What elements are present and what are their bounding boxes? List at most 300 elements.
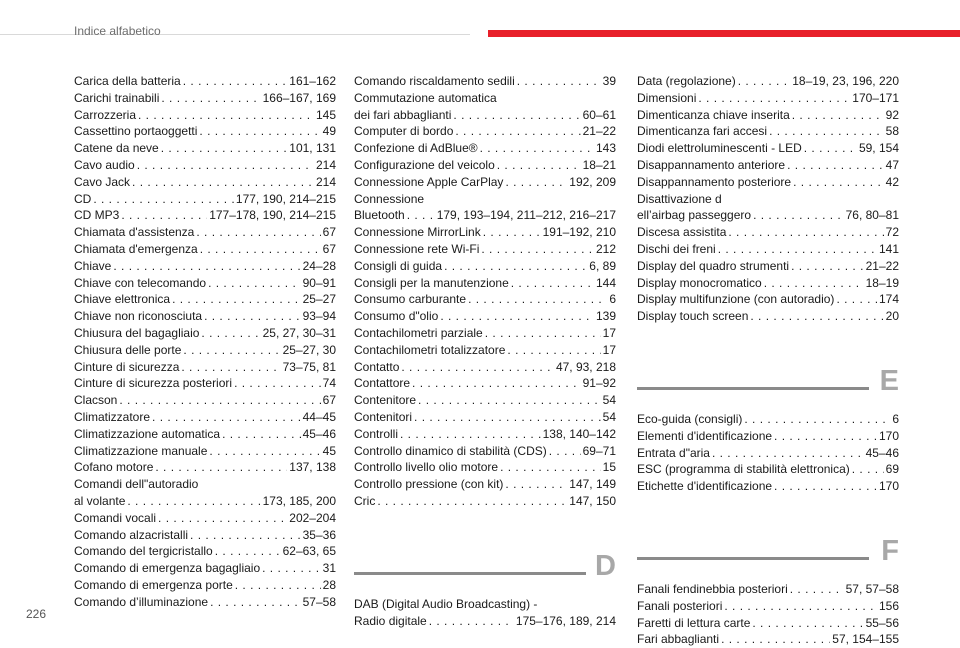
index-entry-row — [74, 241, 336, 258]
index-entry-row — [74, 375, 336, 392]
dot-leader — [507, 342, 600, 359]
page-reference: 57–58 — [302, 594, 336, 609]
dot-leader — [132, 174, 314, 191]
index-entry-row — [637, 123, 899, 140]
page-reference: 18–19, 23, 196, 220 — [792, 74, 899, 88]
index-entry-row — [354, 308, 616, 325]
index-entry — [74, 123, 336, 140]
page-reference: 177, 190, 214–215 — [235, 191, 336, 206]
index-term: Controllo pressione (con kit) — [354, 477, 504, 492]
index-term: Contenitore — [354, 393, 417, 408]
index-term: Bluetooth — [354, 208, 405, 223]
page-reference: 54 — [602, 409, 616, 424]
dot-leader — [161, 140, 288, 157]
dot-leader — [222, 426, 301, 443]
dot-leader — [497, 157, 581, 174]
index-term: Chiamata d'assistenza — [74, 225, 195, 240]
index-entry-row — [354, 426, 616, 443]
index-entry — [354, 275, 616, 292]
index-entry-row — [354, 476, 616, 493]
index-term: Comando di emergenza bagagliaio — [74, 561, 261, 576]
dot-leader — [155, 459, 287, 476]
page-reference: 25, 27, 30–31 — [262, 325, 336, 340]
index-entry-row — [74, 157, 336, 174]
page-reference: 60–61 — [582, 107, 616, 122]
dot-leader — [152, 409, 301, 426]
dot-leader — [769, 123, 884, 140]
index-entry — [637, 191, 899, 225]
index-term: Fari abbaglianti — [637, 632, 720, 647]
index-term: Contenitori — [354, 409, 413, 424]
page-reference: 55–56 — [865, 615, 899, 630]
index-term: Dimensioni — [637, 90, 697, 105]
index-term: Chiave elettronica — [74, 292, 171, 307]
index-term: Cinture di sicurezza posteriori — [74, 376, 233, 391]
index-entry — [74, 342, 336, 359]
index-entry-row — [74, 543, 336, 560]
page-reference: 170–171 — [852, 90, 899, 105]
page-reference: 67 — [322, 393, 336, 408]
index-entry-row — [74, 594, 336, 611]
index-term: Climatizzatore — [74, 409, 151, 424]
index-entry — [74, 207, 336, 224]
index-term: Elementi d'identificazione — [637, 428, 773, 443]
index-term: CD — [74, 191, 92, 206]
index-entry-row — [354, 224, 616, 241]
index-term: Comando riscaldamento sedili — [354, 74, 515, 88]
dot-leader — [138, 107, 314, 124]
index-entry — [354, 459, 616, 476]
index-entry-row — [354, 392, 616, 409]
index-column-2 — [354, 73, 616, 629]
dot-leader — [158, 510, 287, 527]
index-entry — [637, 90, 899, 107]
index-entry — [74, 543, 336, 560]
page-number: 226 — [26, 607, 47, 621]
index-entry-row — [354, 443, 616, 460]
page-reference: 62–63, 65 — [282, 544, 336, 559]
index-entry — [74, 73, 336, 90]
index-entry-row — [354, 342, 616, 359]
index-entry — [637, 157, 899, 174]
index-entry-term-line: Comandi dell"autoradio — [74, 477, 199, 492]
page-reference: 15 — [602, 460, 616, 475]
index-entry-row — [354, 174, 616, 191]
index-entry-row — [354, 375, 616, 392]
index-term: Confezione di AdBlue® — [354, 141, 478, 156]
page-reference: 179, 193–194, 211–212, 216–217 — [436, 208, 616, 223]
dot-leader — [234, 375, 321, 392]
index-entry-row — [74, 291, 336, 308]
index-entry — [354, 392, 616, 409]
index-term: Display monocromatico — [637, 275, 762, 290]
index-entry-row — [637, 157, 899, 174]
index-term: Fanali fendinebbia posteriori — [637, 581, 788, 596]
dot-leader — [738, 73, 791, 90]
index-entry-term-line: Disattivazione d — [637, 191, 722, 206]
page-reference: 47, 93, 218 — [555, 359, 616, 374]
dot-leader — [215, 543, 281, 560]
index-entry — [354, 90, 616, 124]
index-entry-row — [74, 359, 336, 376]
dot-leader — [774, 478, 877, 495]
index-entry-row — [74, 493, 336, 510]
index-entry-row — [354, 291, 616, 308]
dot-leader — [483, 224, 541, 241]
page-reference: 42 — [885, 174, 899, 189]
page-reference: 191–192, 210 — [542, 225, 616, 240]
index-entry — [74, 392, 336, 409]
index-term: Faretti di lettura carte — [637, 615, 751, 630]
page-reference: 17 — [602, 325, 616, 340]
section-header-f — [637, 523, 899, 573]
index-entry-row — [354, 157, 616, 174]
index-entry — [637, 140, 899, 157]
dot-leader — [792, 107, 884, 124]
index-term: Carrozzeria — [74, 107, 137, 122]
page-reference: 20 — [885, 309, 899, 324]
index-entry-row — [637, 174, 899, 191]
section-rule — [637, 387, 869, 390]
index-entry — [637, 308, 899, 325]
index-entry-term-line: Commutazione automatica — [354, 90, 497, 105]
dot-leader — [774, 428, 877, 445]
index-term: Radio digitale — [354, 613, 427, 628]
index-entry-row — [637, 598, 899, 615]
index-entry-row — [354, 123, 616, 140]
index-term: Chiusura del bagagliaio — [74, 325, 200, 340]
index-entry-row — [637, 615, 899, 632]
page-reference: 21–22 — [582, 124, 616, 139]
page-reference: 24–28 — [302, 258, 336, 273]
index-entry-row — [354, 409, 616, 426]
page-reference: 59, 154 — [858, 141, 899, 156]
page-header-title: Indice alfabetico — [74, 24, 161, 38]
page-reference: 147, 149 — [569, 477, 616, 492]
index-entry — [354, 596, 616, 630]
index-column-1 — [74, 73, 336, 611]
page-reference: 90–91 — [302, 275, 336, 290]
page-reference: 156 — [878, 598, 899, 613]
index-entry — [637, 241, 899, 258]
index-entry-row — [74, 275, 336, 292]
index-entry — [74, 258, 336, 275]
index-term: ell’airbag passeggero — [637, 208, 752, 223]
index-entry-row — [74, 510, 336, 527]
dot-leader — [429, 613, 514, 630]
index-term: Consigli per la manutenzione — [354, 275, 509, 290]
index-entry — [354, 359, 616, 376]
index-term: Cinture di sicurezza — [74, 359, 180, 374]
section-rule — [354, 572, 586, 575]
page-reference: 214 — [315, 157, 336, 172]
page-reference: 25–27 — [302, 292, 336, 307]
page-reference: 25–27, 30 — [282, 342, 336, 357]
index-entry-row — [637, 107, 899, 124]
index-term: Comandi vocali — [74, 510, 157, 525]
index-entry-row — [74, 174, 336, 191]
index-entry — [74, 476, 336, 510]
index-term: Controllo dinamico di stabilità (CDS) — [354, 443, 547, 458]
index-entry — [74, 577, 336, 594]
index-entry-row — [354, 241, 616, 258]
index-entry — [74, 443, 336, 460]
index-term: al volante — [74, 493, 126, 508]
page-reference: 147, 150 — [569, 493, 616, 508]
dot-leader — [93, 191, 234, 208]
page-reference: 45–46 — [865, 445, 899, 460]
dot-leader — [718, 241, 877, 258]
dot-leader — [204, 308, 301, 325]
index-entry — [637, 275, 899, 292]
index-entry-row — [354, 140, 616, 157]
page-reference: 45–46 — [302, 426, 336, 441]
index-entry-row — [74, 342, 336, 359]
index-term: Comando d’illuminazione — [74, 594, 209, 609]
index-term: Diodi elettroluminescenti - LED — [637, 141, 802, 156]
page-reference: 214 — [315, 174, 336, 189]
index-entry-row — [74, 527, 336, 544]
page-reference: 138, 140–142 — [542, 426, 616, 441]
dot-leader — [764, 275, 864, 292]
dot-leader — [127, 493, 260, 510]
index-term: dei fari abbaglianti — [354, 107, 452, 122]
dot-leader — [468, 291, 607, 308]
index-entry — [354, 308, 616, 325]
index-entry-row — [637, 478, 899, 495]
index-entry — [74, 291, 336, 308]
dot-leader — [549, 443, 581, 460]
index-term: Controlli — [354, 426, 399, 441]
dot-leader — [183, 73, 288, 90]
index-entry — [637, 428, 899, 445]
dot-leader — [481, 241, 594, 258]
index-term: Carica della batteria — [74, 74, 181, 88]
index-entry-row — [637, 291, 899, 308]
index-entry-term-line: Connessione — [354, 191, 425, 206]
page-reference: 58 — [885, 124, 899, 139]
index-term: Computer di bordo — [354, 124, 454, 139]
header-rule — [0, 34, 470, 35]
index-entry-row — [637, 207, 899, 224]
dot-leader — [119, 392, 320, 409]
dot-leader — [414, 409, 601, 426]
page-reference: 67 — [322, 241, 336, 256]
page-reference: 170 — [878, 479, 899, 494]
index-term: Discesa assistita — [637, 225, 727, 240]
page-reference: 177–178, 190, 214–215 — [209, 208, 336, 223]
index-term: Disappannamento anteriore — [637, 157, 786, 172]
index-term: Dimenticanza fari accesi — [637, 124, 768, 139]
page-reference: 161–162 — [289, 74, 336, 88]
index-term: Cassettino portaoggetti — [74, 124, 198, 139]
page-reference: 92 — [885, 107, 899, 122]
page-reference: 91–92 — [582, 376, 616, 391]
index-entry — [354, 443, 616, 460]
index-entry — [637, 581, 899, 598]
page-reference: 54 — [602, 393, 616, 408]
dot-leader — [183, 342, 280, 359]
section-letter: F — [881, 534, 899, 567]
index-entry — [74, 409, 336, 426]
index-entry-row — [74, 392, 336, 409]
index-term: Comando alzacristalli — [74, 527, 189, 542]
index-entry-row — [354, 459, 616, 476]
dot-leader — [753, 207, 844, 224]
page-reference: 202–204 — [289, 510, 336, 525]
page-reference: 170 — [878, 428, 899, 443]
index-term: ESC (programma di stabilità elettronica) — [637, 462, 850, 477]
index-entry — [637, 123, 899, 140]
dot-leader — [190, 527, 301, 544]
dot-leader — [752, 615, 863, 632]
dot-leader — [511, 275, 594, 292]
dot-leader — [791, 258, 864, 275]
index-entry-row — [74, 258, 336, 275]
index-entry-row — [354, 359, 616, 376]
index-entry-row — [637, 90, 899, 107]
index-term: Configurazione del veicolo — [354, 157, 495, 172]
index-entry-row — [354, 275, 616, 292]
index-entry — [74, 560, 336, 577]
index-term: Clacson — [74, 393, 118, 408]
dot-leader — [235, 577, 321, 594]
section-rule — [637, 557, 869, 560]
page-reference: 93–94 — [302, 309, 336, 324]
index-entry-row — [354, 493, 616, 510]
index-entry — [74, 275, 336, 292]
page-reference: 31 — [322, 561, 336, 576]
index-entry-row — [74, 107, 336, 124]
index-entry-row — [74, 443, 336, 460]
index-term: Consigli di guida — [354, 258, 443, 273]
index-entry — [354, 409, 616, 426]
index-term: Display touch screen — [637, 309, 749, 324]
page-reference: 212 — [595, 241, 616, 256]
index-entry-row — [637, 445, 899, 462]
dot-leader — [728, 224, 883, 241]
index-entry-term-line: DAB (Digital Audio Broadcasting) - — [354, 596, 538, 611]
index-term: Cric — [354, 493, 376, 508]
index-term: Contatto — [354, 359, 400, 374]
page-reference: 44–45 — [302, 409, 336, 424]
index-entry — [637, 411, 899, 428]
index-term: Cofano motore — [74, 460, 154, 475]
index-entry — [637, 445, 899, 462]
index-entry — [74, 157, 336, 174]
index-term: Chiave con telecomando — [74, 275, 207, 290]
index-entry — [637, 174, 899, 191]
page-reference: 57, 154–155 — [832, 632, 899, 647]
index-entry-row — [637, 224, 899, 241]
dot-leader — [480, 140, 594, 157]
page-reference: 144 — [595, 275, 616, 290]
dot-leader — [505, 476, 567, 493]
dot-leader — [113, 258, 300, 275]
dot-leader — [199, 123, 320, 140]
dot-leader — [161, 90, 260, 107]
index-term: Contachilometri totalizzatore — [354, 342, 506, 357]
index-term: Connessione MirrorLink — [354, 225, 481, 240]
page-reference: 49 — [322, 124, 336, 139]
dot-leader — [500, 459, 601, 476]
dot-leader — [440, 308, 594, 325]
dot-leader — [400, 426, 541, 443]
page-reference: 175–176, 189, 214 — [515, 613, 616, 628]
page-reference: 69 — [885, 462, 899, 477]
index-entry — [637, 224, 899, 241]
page-reference: 141 — [878, 241, 899, 256]
index-entry-row — [74, 409, 336, 426]
index-term: Chiave — [74, 258, 112, 273]
index-entry — [354, 258, 616, 275]
index-term: Eco-guida (consigli) — [637, 411, 743, 426]
page-reference: 45 — [322, 443, 336, 458]
index-term: Connessione Apple CarPlay — [354, 174, 504, 189]
header-accent-bar — [488, 30, 960, 37]
index-entry-row — [354, 107, 616, 124]
index-entry-row — [637, 581, 899, 598]
dot-leader — [401, 359, 554, 376]
dot-leader — [172, 291, 301, 308]
index-entry — [74, 107, 336, 124]
dot-leader — [485, 325, 601, 342]
index-entry — [74, 359, 336, 376]
index-entry-row — [74, 560, 336, 577]
index-entry-row — [74, 325, 336, 342]
index-entry-row — [74, 73, 336, 90]
index-entry-row — [74, 140, 336, 157]
page-reference: 143 — [595, 141, 616, 156]
page-reference: 28 — [322, 577, 336, 592]
page-reference: 57, 57–58 — [845, 581, 899, 596]
dot-leader — [210, 594, 301, 611]
page-reference: 17 — [602, 342, 616, 357]
page-reference: 101, 131 — [289, 141, 336, 156]
index-entry — [354, 157, 616, 174]
index-entry — [354, 493, 616, 510]
index-entry — [74, 459, 336, 476]
dot-leader — [455, 123, 580, 140]
index-term: Chiusura delle porte — [74, 342, 182, 357]
index-entry — [354, 375, 616, 392]
dot-leader — [744, 411, 890, 428]
dot-leader — [724, 598, 877, 615]
index-term: Cavo Jack — [74, 174, 131, 189]
page-reference: 18–19 — [865, 275, 899, 290]
index-term: Comando di emergenza porte — [74, 577, 233, 592]
page-reference: 173, 185, 200 — [262, 493, 336, 508]
index-term: Contattore — [354, 376, 411, 391]
index-entry — [354, 123, 616, 140]
dot-leader — [804, 140, 857, 157]
page-reference: 74 — [322, 376, 336, 391]
index-entry — [354, 241, 616, 258]
index-entry-row — [74, 426, 336, 443]
page-reference: 174 — [878, 292, 899, 307]
index-entry — [637, 73, 899, 90]
index-entry-row — [637, 461, 899, 478]
page-reference: 73–75, 81 — [282, 359, 336, 374]
index-term: Contachilometri parziale — [354, 325, 483, 340]
index-column-3 — [637, 73, 899, 648]
section-letter: D — [595, 549, 616, 582]
index-term: Data (regolazione) — [637, 74, 736, 88]
dot-leader — [698, 90, 850, 107]
index-term: Connessione rete Wi-Fi — [354, 241, 480, 256]
index-entry — [637, 291, 899, 308]
index-entry-row — [354, 258, 616, 275]
